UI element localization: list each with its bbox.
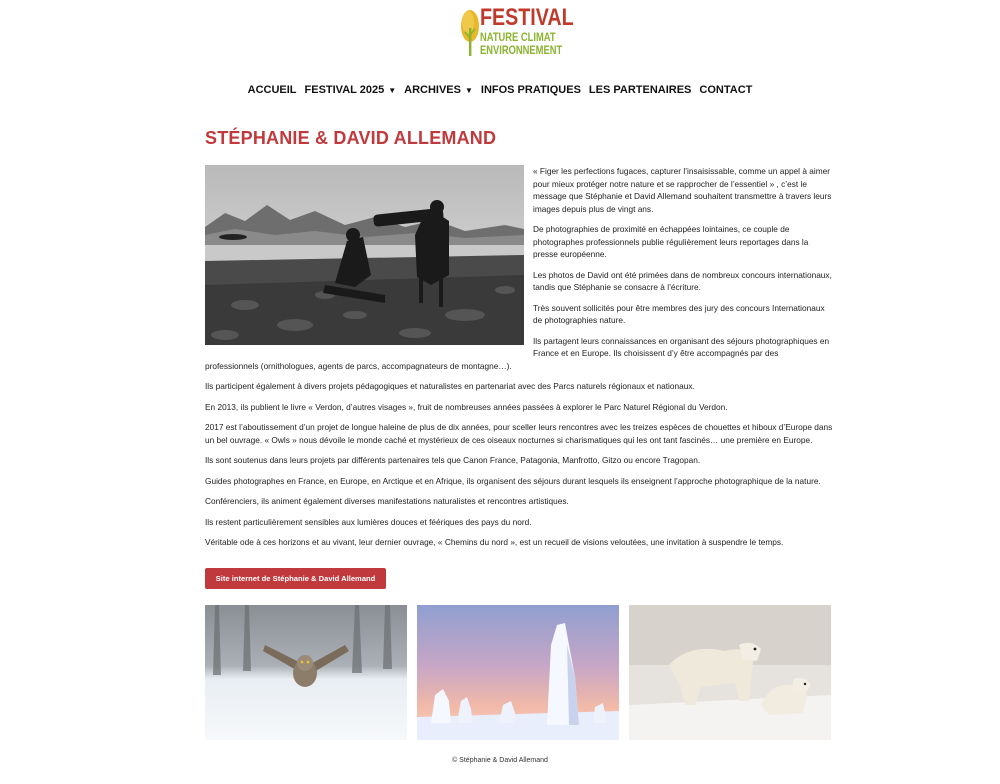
bio-paragraph: Conférenciers, ils animent également diverses manifestations naturalistes et rencontres artistiques. (205, 496, 569, 506)
nav-label: LES PARTENAIRES (588, 84, 692, 96)
bio-paragraph: Ils participent également à divers projets pédagogiques et naturalistes en partenariat avec des Parcs naturels régionaux et nationaux. (205, 381, 695, 391)
nav-label: FESTIVAL 2025 (304, 84, 385, 96)
nav-label: ACCUEIL (247, 84, 297, 96)
bio-paragraph: Véritable ode à ces horizons et au vivant, leur dernier ouvrage, « Chemins du nord », est un recueil de visions veloutées, une invitation à suspendre le temps. (205, 537, 784, 547)
bio-paragraph: 2017 est l’aboutissement d’un projet de longue haleine de plus de dix années, pour sceller leurs rencontres avec les treizes espèces de chouettes et hiboux d’Europe dans un bel ouvrage. « Owls » nous dévoile le monde caché et mystérieux de ces oiseaux nocturnes si charismatiques qui les ont tant fascinés… une première en Europe. (205, 422, 833, 445)
bio-paragraph: Les photos de David ont été primées dans de nombreux concours internationaux, tandis que Stéphanie se consacre à l’écriture. (533, 269, 832, 292)
chevron-down-icon: ▼ (388, 86, 397, 95)
page-title: STÉPHANIE & DAVID ALLEMAND (205, 128, 497, 148)
logo-line-festival: FESTIVAL (480, 4, 574, 31)
photo-gallery (205, 605, 833, 740)
nav-label: INFOS PRATIQUES (480, 84, 581, 96)
gallery-owl-photo[interactable] (205, 605, 407, 740)
bio-paragraph: Guides photographes en France, en Europe, en Arctique et en Afrique, ils organisent des séjours durant lesquels ils enseignent l’approche photographique de la nature. (205, 475, 821, 486)
nav-contact[interactable] (699, 84, 752, 96)
bio-text (205, 165, 833, 557)
chevron-down-icon: ▼ (464, 86, 473, 95)
tree-icon (460, 8, 482, 56)
site-logo[interactable] (460, 6, 580, 56)
nav-les-partenaires[interactable] (589, 84, 691, 96)
image-spacer (205, 165, 533, 348)
bio-paragraph: Ils partagent leurs connaissances en organisant des séjours photographiques en France et en Europe. Ils choisissent d’y être accompagnés par des professionnels (ornithologues, agents de parcs, accompagnateurs de montagne…). (205, 335, 830, 371)
bio-paragraph: De photographies de proximité en échappées lointaines, ce couple de photographes professionnels publie régulièrement leurs reportages dans la presse européenne. (533, 224, 809, 259)
bio-paragraph: En 2013, ils publient le livre « Verdon, d’autres visages », fruit de nombreuses années passées à explorer le Parc Naturel Régional du Verdon. (205, 401, 728, 412)
nav-festival-2025[interactable] (305, 84, 397, 96)
bio-paragraph: Ils restent particulièrement sensibles aux lumières douces et féériques des pays du nord. (205, 516, 532, 527)
nav-label: CONTACT (699, 84, 753, 96)
logo-line-environnement: ENVIRONNEMENT (480, 43, 563, 57)
bio-paragraph: Ils sont soutenus dans leurs projets par différents partenaires tels que Canon France, Patagonia, Manfrotto, Gitzo ou encore Tragopan. (205, 455, 701, 465)
logo-line-nature-climat: NATURE CLIMAT (480, 30, 556, 44)
gallery-snow-trees-photo[interactable] (417, 605, 619, 740)
nav-archives[interactable] (404, 84, 473, 96)
website-link-button[interactable]: Site internet de Stéphanie & David Allemand (205, 568, 386, 589)
main-nav (0, 80, 1000, 98)
nav-infos-pratiques[interactable] (481, 84, 581, 96)
nav-label: ARCHIVES (404, 84, 461, 96)
photo-credit: © Stéphanie & David Allemand (452, 757, 548, 764)
nav-accueil[interactable] (248, 84, 297, 96)
gallery-polar-bears-photo[interactable] (629, 605, 831, 740)
bio-paragraph: Très souvent sollicités pour être membres des jury des concours Internationaux de photographies nature. (533, 302, 825, 325)
bio-paragraph: « Figer les perfections fugaces, capturer l’insaisissable, comme un appel à aimer pour mieux protéger notre nature et se rapprocher de l’essentiel » , c’est le message que Stéphanie et David Allemand souhaitent transmettre à travers leurs images depuis plus de vingt ans. (533, 166, 832, 214)
